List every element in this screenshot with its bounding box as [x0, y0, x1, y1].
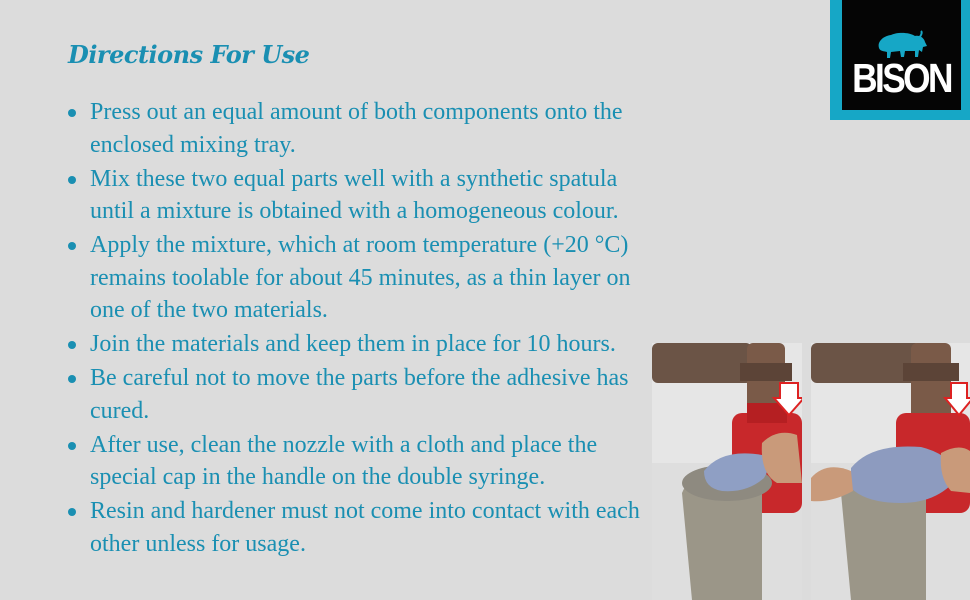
- step-text: Join the materials and keep them in place for 10 hours.: [90, 331, 616, 357]
- step-text: Resin and hardener must not come into contact with each other unless for usage.: [90, 498, 640, 557]
- bullet-icon: [68, 109, 76, 117]
- step-text: Be careful not to move the parts before the adhesive has cured.: [90, 365, 629, 424]
- list-item: [66, 328, 651, 361]
- step-text: Mix these two equal parts well with a synthetic spatula until a mixture is obtained with a homogeneous colour.: [90, 165, 619, 224]
- logo-badge: [842, 0, 961, 110]
- list-item: [66, 429, 651, 494]
- bullet-icon: [68, 242, 76, 250]
- page-title: Directions For Use: [68, 40, 310, 69]
- logo-wordmark: BISON: [852, 55, 951, 101]
- pipe-repair-photo: [811, 343, 970, 600]
- directions-list: [66, 96, 651, 562]
- bullet-icon: [68, 442, 76, 450]
- list-item: [66, 163, 651, 228]
- bullet-icon: [68, 341, 76, 349]
- list-item: [66, 362, 651, 427]
- list-item: [66, 495, 651, 560]
- bullet-icon: [68, 508, 76, 516]
- list-item: [66, 96, 651, 161]
- step-text: Apply the mixture, which at room temperature (+20 °C) remains toolable for about 45 minutes, as a thin layer on one of the two materials.: [90, 232, 631, 323]
- step-text: After use, clean the nozzle with a cloth and place the special cap in the handle on the double syringe.: [90, 431, 598, 490]
- bullet-icon: [68, 375, 76, 383]
- step-text: Press out an equal amount of both components onto the enclosed mixing tray.: [90, 99, 623, 158]
- bison-logo: [830, 0, 970, 120]
- pipe-repair-photo: [652, 343, 802, 600]
- bullet-icon: [68, 176, 76, 184]
- list-item: [66, 229, 651, 327]
